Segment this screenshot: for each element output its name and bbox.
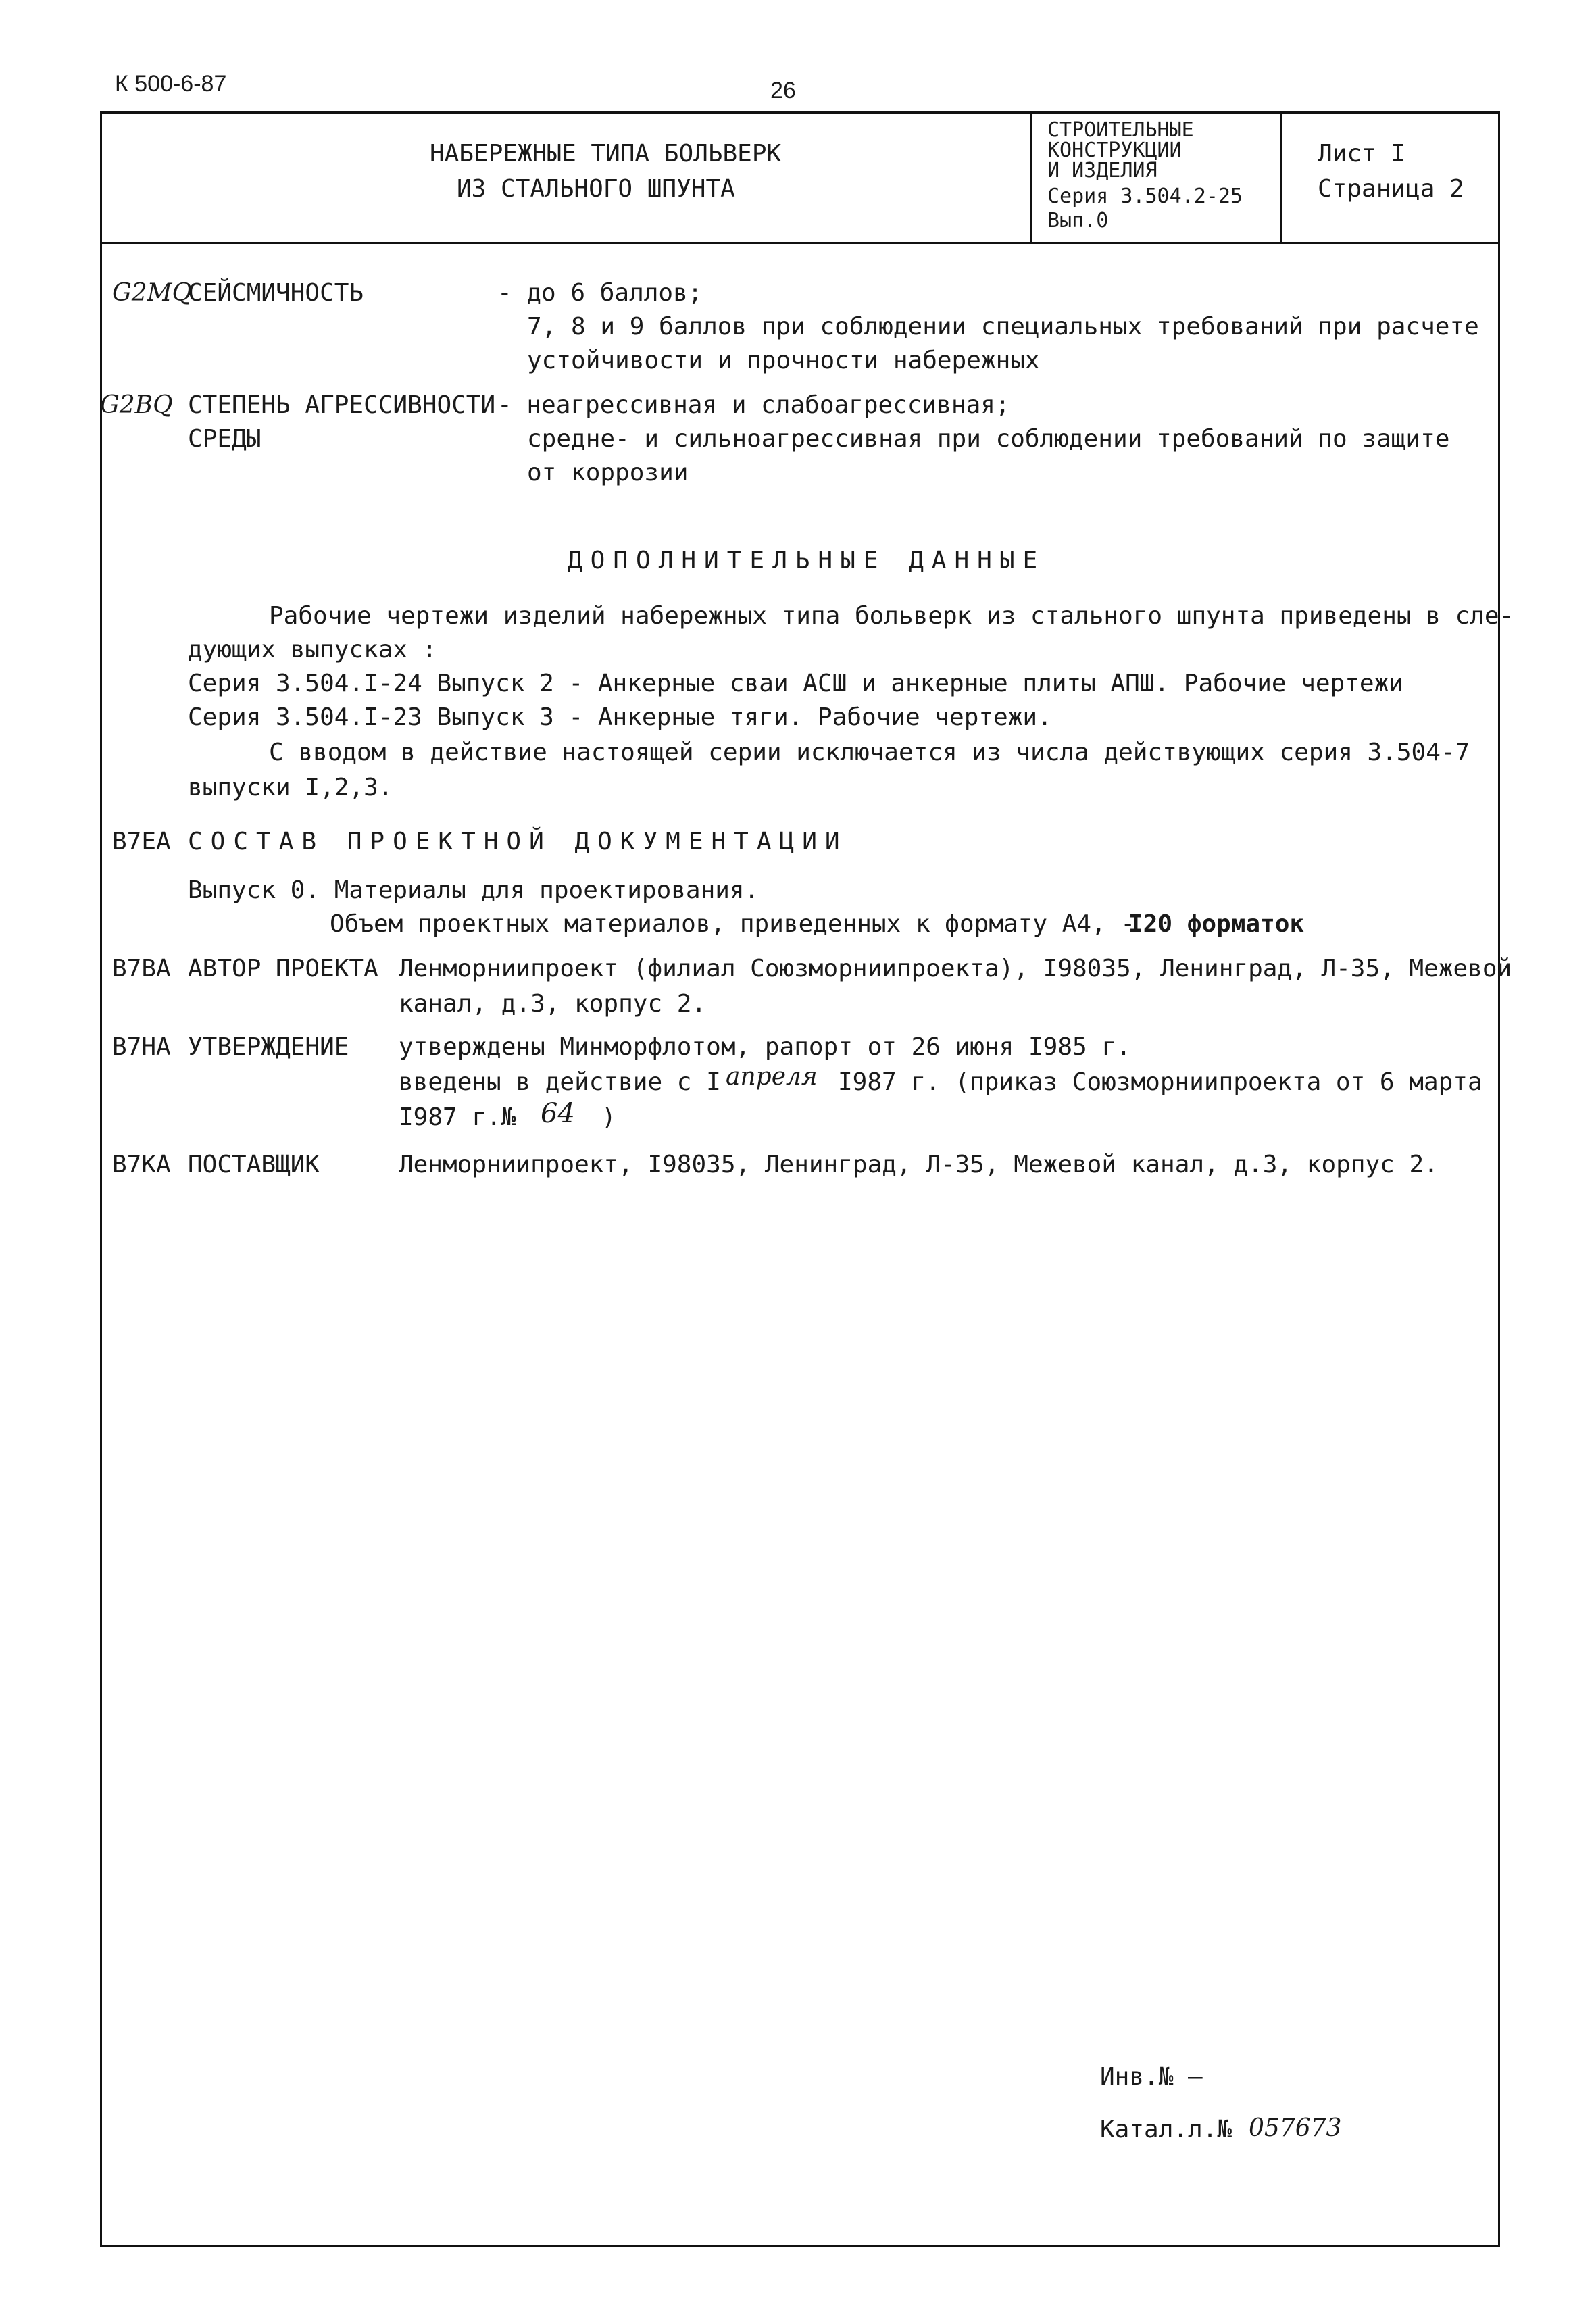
- aggressive-line2: средне- и сильноагрессивная при соблюдении требований по защите: [527, 425, 1450, 453]
- header-title-line2: ИЗ СТАЛЬНОГО ШПУНТА: [457, 175, 735, 203]
- document-code: К 500-6-87: [115, 71, 227, 97]
- header-col-divider-1: [1030, 111, 1032, 243]
- author-line2: канал, д.3, корпус 2.: [399, 990, 707, 1018]
- author-code: В7ВА: [112, 955, 171, 982]
- approval-label: УТВЕРЖДЕНИЕ: [188, 1033, 349, 1061]
- approval-code: В7НА: [112, 1033, 171, 1061]
- additional-note-line2: выпуски I,2,3.: [188, 774, 393, 801]
- composition-code: В7ЕА: [112, 828, 171, 855]
- seismic-code: G2MQ: [112, 279, 193, 307]
- header-title-line1: НАБЕРЕЖНЫЕ ТИПА БОЛЬВЕРК: [430, 140, 782, 168]
- header-col-divider-2: [1280, 111, 1282, 243]
- approval-line3c: ): [601, 1103, 616, 1131]
- seismic-line2: 7, 8 и 9 баллов при соблюдении специальных требований при расчете: [527, 313, 1479, 341]
- supplier-label: ПОСТАВЩИК: [188, 1151, 320, 1178]
- composition-line1: Выпуск 0. Материалы для проектирования.: [188, 876, 759, 904]
- additional-heading: ДОПОЛНИТЕЛЬНЫЕ ДАННЫЕ: [568, 547, 1046, 574]
- page-number: 26: [770, 78, 796, 103]
- author-label: АВТОР ПРОЕКТА: [188, 955, 378, 982]
- category-line2: КОНСТРУКЦИИ: [1047, 139, 1182, 162]
- supplier-code: В7КА: [112, 1151, 171, 1178]
- seismic-label: СЕЙСМИЧНОСТЬ: [188, 279, 364, 307]
- additional-note-line1: С вводом в действие настоящей серии исключается из числа действующих серия 3.504-7: [269, 739, 1470, 766]
- additional-para-line2: дующих выпусках :: [188, 636, 437, 664]
- aggressive-label-line2: СРЕДЫ: [188, 425, 261, 453]
- aggressive-line1: - неагрессивная и слабоагрессивная;: [497, 391, 1010, 419]
- aggressive-line3: от коррозии: [527, 459, 689, 487]
- inventory-label: Инв.№ —: [1100, 2063, 1203, 2091]
- approval-line1: утверждены Минморфлотом, рапорт от 26 июня I985 г.: [399, 1033, 1131, 1061]
- series-label: Серия 3.504.2-25: [1047, 184, 1243, 208]
- additional-para-line1: Рабочие чертежи изделий набережных типа больверк из стального шпунта приведены в сле-: [269, 602, 1514, 630]
- composition-volume: I20 форматок: [1128, 910, 1305, 938]
- composition-heading: СОСТАВ ПРОЕКТНОЙ ДОКУМЕНТАЦИИ: [188, 828, 848, 855]
- approval-line2a: введены в действие с I: [399, 1068, 721, 1096]
- sheet-label: Лист I: [1318, 140, 1406, 168]
- aggressive-code: G2BQ: [100, 391, 173, 419]
- composition-line2: Объем проектных материалов, приведенных к формату А4, -: [330, 910, 1136, 938]
- issue-label: Вып.0: [1047, 209, 1109, 232]
- seismic-line1: - до 6 баллов;: [497, 279, 703, 307]
- approval-order-number: 64: [541, 1098, 575, 1129]
- author-line1: Ленморниипроект (филиал Союзморниипроекта), I98035, Ленинград, Л-35, Межевой: [399, 955, 1512, 982]
- approval-month: апреля: [726, 1063, 818, 1091]
- page-label: Страница 2: [1318, 175, 1464, 203]
- catalog-label: Катал.л.№: [1100, 2116, 1232, 2143]
- supplier-line1: Ленморниипроект, I98035, Ленинград, Л-35, Межевой канал, д.3, корпус 2.: [399, 1151, 1439, 1178]
- aggressive-label-line1: СТЕПЕНЬ АГРЕССИВНОСТИ: [188, 391, 496, 419]
- approval-line2c: I987 г. (приказ Союзморниипроекта от 6 марта: [838, 1068, 1482, 1096]
- additional-series1: Серия 3.504.I-24 Выпуск 2 - Анкерные сваи АСШ и анкерные плиты АПШ. Рабочие чертежи: [188, 670, 1403, 697]
- approval-line3a: I987 г.№: [399, 1103, 516, 1131]
- category-line1: СТРОИТЕЛЬНЫЕ: [1047, 118, 1194, 142]
- header-divider: [100, 242, 1498, 244]
- additional-series2: Серия 3.504.I-23 Выпуск 3 - Анкерные тяги. Рабочие чертежи.: [188, 703, 1052, 731]
- catalog-number: 057673: [1249, 2114, 1342, 2142]
- category-line3: И ИЗДЕЛИЯ: [1047, 159, 1157, 182]
- seismic-line3: устойчивости и прочности набережных: [527, 347, 1040, 374]
